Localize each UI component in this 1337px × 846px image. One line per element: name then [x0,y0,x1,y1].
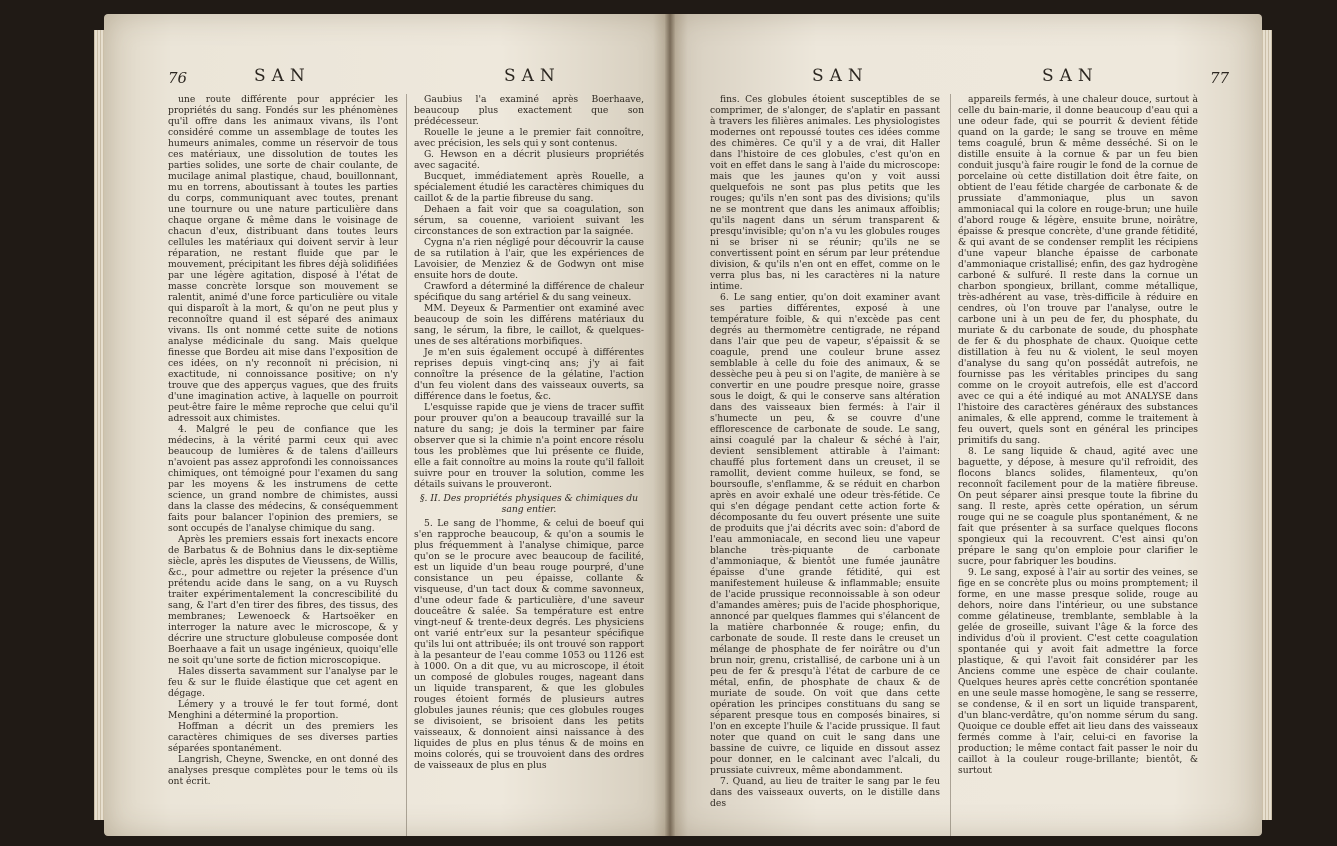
paragraph: une route différente pour apprécier les propriétés du sang. Fondés sur les phénomènes qu'il offre dans les animaux vivans, ils l'ont considéré comme un assemblage de toutes les humeurs animales, comme un réservoir de tous ces matériaux, une dissolution de toutes les parties solides, une sorte de chair coulante, de mucilage animal plastique, chaud, bouillonnant, mu en torrens, aboutissant à toutes les parties du corps, communiquant avec toutes, prenant une tournure ou une nature particulière dans chaque organe & même dans le voisinage de chacun d'eux, distribuant dans toutes leurs cellules les matériaux qui doivent servir à leur réparation, ne restant fluide que par le mouvement, précipitant les fibres déjà solidifiées par une légère agitation, disposé à l'état de masse concrète lorsque son mouvement se ralentit, animé d'une force particulière ou vitale qui disparoît à la mort, & qu'on ne peut plus y reconnoître quand il est séparé des animaux vivans. Ils ont nommé cette suite de notions analyse médicinale du sang. Mais quelque finesse que Bordeu ait mise dans l'exposition de ces idées, on n'y reconnoît ni précision, ni exactitude, ni connoissance positive; on n'y trouve que des apperçus vagues, que des fruits d'une imagination active, à laquelle on pourroit peut-être faire le même reproche que celui qu'il adressoit aux chimistes. [168,94,398,424]
paragraph: Langrish, Cheyne, Swencke, en ont donné des analyses presque complètes pour le tems où ils ont écrit. [168,754,398,787]
paragraph: Hales disserta savamment sur l'analyse par le feu & sur le fluide élastique que cet agent en dégage. [168,666,398,699]
paragraph: 7. Quand, au lieu de traiter le sang par le feu dans des vaisseaux ouverts, on le distille dans des [710,776,940,809]
paragraph: 4. Malgré le peu de confiance que les médecins, à la vérité parmi ceux qui avec beaucoup de lumières & de talens d'ailleurs n'avoient pas assez approfondi les connoissances chimiques, ont témoigné pour l'examen du sang par les moyens & les instrumens de cette science, un grand nombre de chimistes, aussi dans la classe des médecins, & conséquemment faits pour balancer l'opinion des premiers, se sont occupés de l'analyse chimique du sang. [168,424,398,534]
paragraph: Hoffman a décrit un des premiers les caractères chimiques de ses diverses parties séparées spontanément. [168,721,398,754]
left-header-left: SAN [254,66,311,86]
paragraph: Gaubius l'a examiné après Boerhaave, beaucoup plus exactement que son prédécesseur. [414,94,644,127]
paragraph: Je m'en suis également occupé à différentes reprises depuis vingt-cinq ans; j'y ai fait connoître la présence de la gélatine, l'action d'un feu violent dans des vaisseaux ouverts, sa différence dans le foetus, &c. [414,347,644,402]
paragraph: Lémery y a trouvé le fer tout formé, dont Menghini a déterminé la proportion. [168,699,398,721]
left-column-2 [414,94,644,836]
paragraph: Bucquet, immédiatement après Rouelle, a spécialement étudié les caractères chimiques du caillot & de la partie fibreuse du sang. [414,171,644,204]
paragraph: Rouelle le jeune a le premier fait connoître, avec précision, les sels qui y sont contenus. [414,127,644,149]
right-column-1 [710,94,940,836]
paragraph: Dehaen a fait voir que sa coagulation, son sérum, sa couenne, varioient suivant les circonstances de son extraction par la saignée. [414,204,644,237]
right-header-left: SAN [812,66,869,86]
paragraph: Cygna n'a rien négligé pour découvrir la cause de sa rutilation à l'air, que les expériences de Lavoisier, de Menziez & de Godwyn ont mise ensuite hors de doute. [414,237,644,281]
left-page-number: 76 [168,69,188,87]
paragraph: Crawford a déterminé la différence de chaleur spécifique du sang artériel & du sang veineux. [414,281,644,303]
paragraph: fins. Ces globules étoient susceptibles de se comprimer, de s'alonger, de s'aplatir en passant à travers les filières animales. Les physiologistes modernes ont repoussé toutes ces idées comme des chimères. Ce qu'il y a de vrai, dit Haller dans l'histoire de ces globules, c'est qu'on en voit en effet dans le sang à l'aide du microscope: mais que les jaunes qu'on y voit aussi quelquefois ne sont pas plus petits que les rouges; qu'ils n'en sont pas des divisions; qu'ils ne se montrent que dans les animaux affoiblis; qu'ils nagent dans un sérum transparent & presqu'invisible; qu'on n'a vu les globules rouges ni se briser ni se réunir; qu'ils ne se convertissent point en sérum par leur prétendue division, & qu'ils n'en ont en effet, comme on le verra plus bas, ni les caractères ni la nature intime. [710,94,940,292]
paragraph: L'esquisse rapide que je viens de tracer suffit pour prouver qu'on a beaucoup travaillé sur la nature du sang; je dois la terminer par faire observer que si la chimie n'a point encore résolu tous les problèmes que lui présente ce fluide, elle a fait connoître au moins la route qu'il falloit suivre pour en trouver la solution, comme les détails suivans le prouveront. [414,402,644,490]
paragraph: MM. Deyeux & Parmentier ont examiné avec beaucoup de soin les différens matériaux du sang, le sérum, la fibre, le caillot, & quelques-unes de ses altérations morbifiques. [414,303,644,347]
paragraph: 6. Le sang entier, qu'on doit examiner avant ses parties différentes, exposé à une température foible, & qui n'excède pas cent degrés au thermomètre centigrade, ne répand dans l'air que peu de vapeur, s'épaissit & se coagule, prend une couleur brune assez semblable à celle du foie des animaux, & se dessèche peu à peu si on l'agite, de manière à se convertir en une poudre presque noire, grasse sous le doigt, & qui le conserve sans altération dans des vaisseaux bien fermés: à l'air il s'humecte un peu, & se couvre d'une efflorescence de carbonate de soude. Le sang, ainsi coagulé par la chaleur & séché à l'air, devient sensiblement attirable à l'aimant: chauffé plus fortement dans un creuset, il se ramollit, devient comme huileux, se fond, se boursoufle, s'enflamme, & se réduit en charbon après en avoir exhalé une odeur très-fétide. Ce qui s'en dégage pendant cette action forte & décomposante du feu ouvert présente une suite de produits que j'ai décrits avec soin: d'abord de l'eau ammoniacale, en second lieu une vapeur blanche très-piquante de carbonate d'ammoniaque, & bientôt une fumée jaunâtre épaisse d'une grande fétidité, qui est manifestement huileuse & inflammable; ensuite de l'acide prussique reconnoissable à son odeur d'amandes amères; puis de l'acide phosphorique, annoncé par quelques flammes qui s'élancent de la matière charbonnée & rouge; enfin, du carbonate de soude. Il reste dans le creuset un mélange de phosphate de fer noirâtre ou d'un brun noir, grenu, cristallisé, de carbone uni à un peu de fer & presqu'à l'état de carbure de ce métal, enfin, de phosphate de chaux & de muriate de soude. On voit que dans cette opération les principes constituans du sang se séparent presque tous en composés binaires, si l'on en excepte l'huile & l'acide prussique. Il faut noter que quand on cuit le sang dans une bassine de cuivre, ce liquide en dissout assez pour donner, en le calcinant avec l'alcali, du prussiate cuivreux, même abondamment. [710,292,940,776]
book-spine [665,14,675,836]
left-page-edges [94,30,104,820]
right-header-right: SAN [1042,66,1099,86]
column-rule [406,94,407,836]
right-page-number: 77 [1210,69,1230,87]
right-column-2 [958,94,1198,836]
paragraph: G. Hewson en a décrit plusieurs propriétés avec sagacité. [414,149,644,171]
left-page [104,14,670,836]
left-header-right: SAN [504,66,561,86]
paragraph: Après les premiers essais fort inexacts encore de Barbatus & de Bohnius dans le dix-septième siècle, après les disputes de Vieussens, de Willis, &c., pour admettre ou rejeter la présence d'un prétendu acide dans le sang, on a vu Ruysch traiter expérimentalement la concrescibilité du sang, & l'art d'en tirer des fibres, des tissus, des membranes; Lewenoeck & Hartsoëker en interroger la nature avec le microscope, & y décrire une structure globuleuse composée dont Boerhaave a fait un usage ingénieux, quoiqu'elle ne soit qu'une sorte de fiction microscopique. [168,534,398,666]
right-page-edges [1262,30,1272,820]
column-rule [950,94,951,836]
paragraph: 9. Le sang, exposé à l'air au sortir des veines, se fige en se concrète plus ou moins promptement; il forme, en une masse presque solide, rouge au dehors, noire dans l'intérieur, ou une substance comme gélatineuse, tremblante, semblable à la gelée de groseille, suivant l'âge & la force des individus d'où il provient. C'est cette coagulation spontanée qui y avoit fait admettre la force plastique, & qui l'avoit fait considérer par les Anciens comme une espèce de chair coulante. Quelques heures après cette concrétion spontanée en une seule masse homogène, le sang se resserre, se condense, & il en sort un liquide transparent, d'un blanc-verdâtre, qu'on nomme sérum du sang. Quoique ce double effet ait lieu dans des vaisseaux fermés comme à l'air, celui-ci en favorise la production; le même contact fait passer le noir du caillot à la couleur rouge-brillante; bientôt, & surtout [958,567,1198,776]
section-heading: §. II. Des propriétés physiques & chimiques du sang entier. [419,493,639,515]
paragraph: appareils fermés, à une chaleur douce, surtout à celle du bain-marie, il donne beaucoup d'eau qui a une odeur fade, qui se pourrit & devient fétide quand on la garde; le sang se trouve en même tems coagulé, brun & même desséché. Si on le distille ensuite à la cornue & par un feu bien conduit jusqu'à faire rougir le fond de la cornue de porcelaine où cette distillation doit être faite, on obtient de l'eau fétide chargée de carbonate & de prussiate d'ammoniaque, plus un savon ammoniacal qui la colore en rouge-brun; une huile d'abord rouge & légère, ensuite brune, noirâtre, épaisse & presque concrète, d'une grande fétidité, & qui avant de se condenser remplit les récipiens d'une vapeur blanche épaisse de carbonate d'ammoniaque cristallisé; enfin, des gaz hydrogène carboné & sulfuré. Il reste dans la cornue un charbon spongieux, brillant, comme métallique, très-adhérent au vase, très-difficile à réduire en cendres, où l'on trouve par l'analyse, outre le carbone uni à un peu de fer, du phosphate, du muriate & du carbonate de soude, du phosphate de fer & du phosphate de chaux. Quoique cette distillation à feu nu & violent, le seul moyen d'analyse du sang qu'on possédât autrefois, ne fournisse pas les véritables principes du sang comme on le croyoit autrefois, elle est d'accord avec ce qui a été indiqué au mot ANALYSE dans l'histoire des caractères généraux des substances animales, & elle apprend, comme le traitement à feu ouvert, quels sont en général les principes primitifs du sang. [958,94,1198,446]
paragraph: 8. Le sang liquide & chaud, agité avec une baguette, y dépose, à mesure qu'il refroidit, des flocons blancs solides, filamenteux, qu'on reconnoît facilement pour de la matière fibreuse. On peut séparer ainsi presque toute la fibrine du sang. Il reste, après cette opération, un sérum rouge qui ne se coagule plus spontanément, & ne fait que présenter à sa surface quelques flocons spongieux qui la recouvrent. C'est ainsi qu'on prépare le sang qu'on emploie pour clarifier le sucre, pour fabriquer les boudins. [958,446,1198,567]
left-column-1 [168,94,398,836]
right-page [670,14,1262,836]
paragraph: 5. Le sang de l'homme, & celui de boeuf qui s'en rapproche beaucoup, & qu'on a soumis le plus fréquemment à l'analyse chimique, parce qu'on se le procure avec beaucoup de facilité, est un liquide d'un beau rouge pourpré, d'une consistance un peu épaisse, collante & visqueuse, d'un tact doux & comme savonneux, d'une odeur fade & particulière, d'une saveur douceâtre & salée. Sa température est entre vingt-neuf & trente-deux degrés. Les physiciens ont varié entr'eux sur la pesanteur spécifique qu'ils lui ont attribuée; ils ont trouvé son rapport à la pesanteur de l'eau comme 1053 ou 1126 est à 1000. On a dit que, vu au microscope, il étoit un composé de globules rouges, nageant dans un liquide transparent, & que les globules rouges étoient formés de plusieurs autres globules jaunes réunis; que ces globules rouges se divisoient, se brisoient dans les petits vaisseaux, & donnoient ainsi naissance à des liquides de plus en plus ténus & de moins en moins colorés, qui se trouvoient dans des ordres de vaisseaux de plus en plus [414,518,644,771]
